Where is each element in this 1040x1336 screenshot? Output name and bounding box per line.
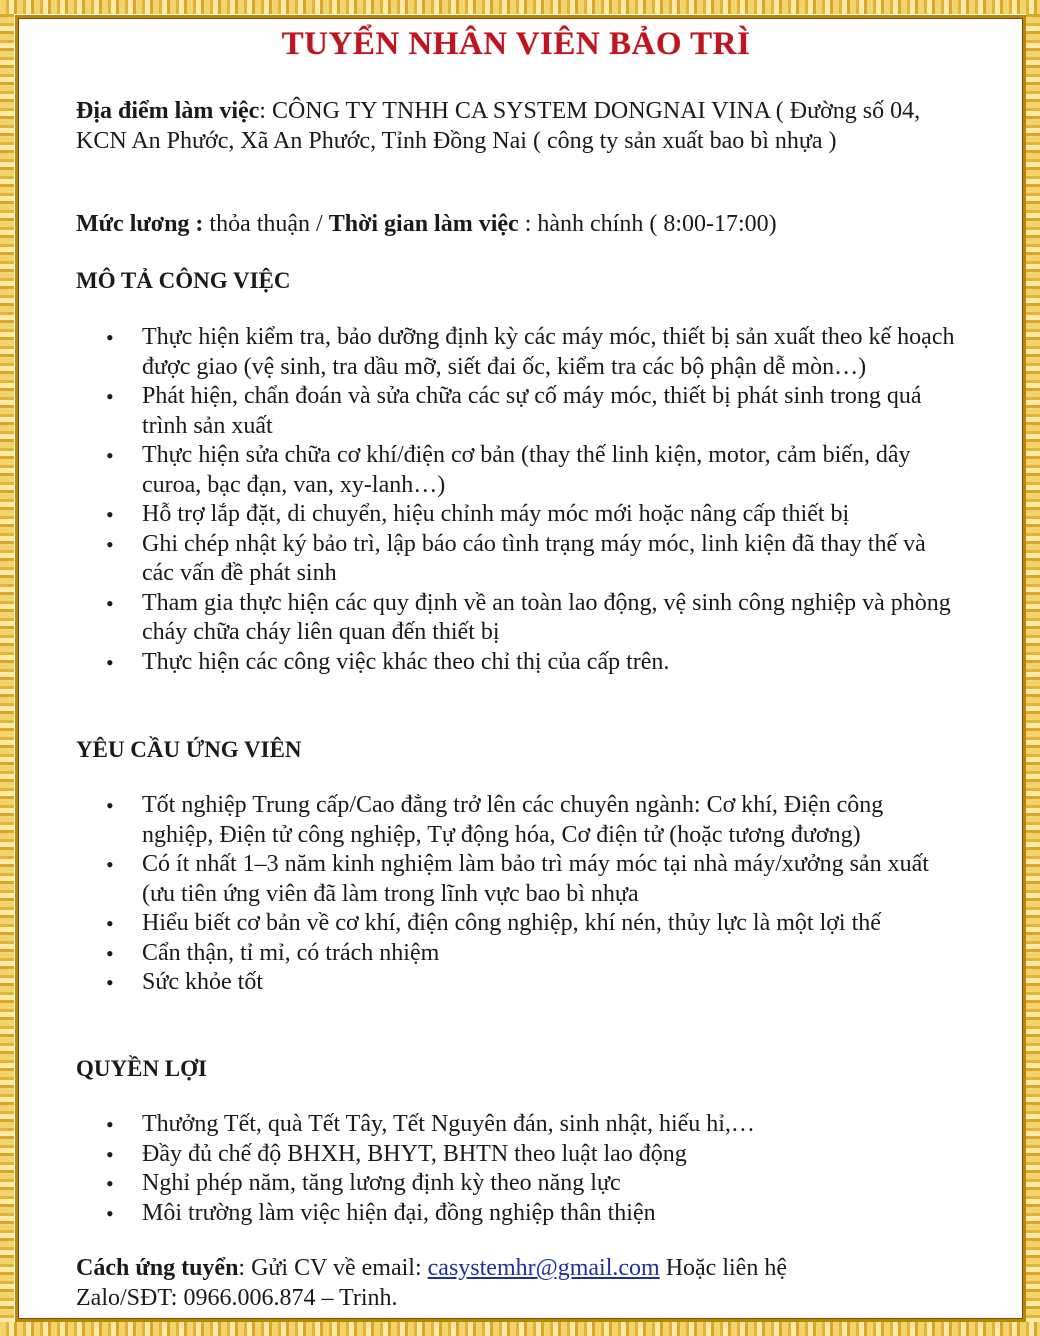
list-item: • Đầy đủ chế độ BHXH, BHYT, BHTN theo luật lao động: [76, 1140, 956, 1170]
list-item: • Phát hiện, chẩn đoán và sửa chữa các sự cố máy móc, thiết bị phát sinh trong quá trình sản xuất: [76, 382, 956, 441]
list-item: • Thực hiện kiểm tra, bảo dưỡng định kỳ các máy móc, thiết bị sản xuất theo kế hoạch được giao (vệ sinh, tra dầu mỡ, siết đai ốc, kiểm tra các bộ phận dễ mòn…): [76, 323, 956, 382]
list-item: • Có ít nhất 1–3 năm kinh nghiệm làm bảo trì máy móc tại nhà máy/xưởng sản xuất (ưu tiên ứng viên đã làm trong lĩnh vực bao bì nhựa: [76, 850, 956, 909]
list-item: • Thực hiện các công việc khác theo chỉ thị của cấp trên.: [76, 648, 956, 678]
salary-label: Mức lương :: [76, 211, 204, 237]
benefits-list: [76, 1110, 956, 1228]
list-item: • Môi trường làm việc hiện đại, đồng nghiệp thân thiện: [76, 1199, 956, 1229]
salary-paragraph: [76, 210, 936, 240]
list-item: • Cẩn thận, tỉ mỉ, có trách nhiệm: [76, 939, 956, 969]
apply-label: Cách ứng tuyển: [76, 1255, 239, 1281]
list-item: • Tốt nghiệp Trung cấp/Cao đẳng trở lên các chuyên ngành: Cơ khí, Điện công nghiệp, Điện tử công nghiệp, Tự động hóa, Cơ điện tử (hoặc tương đương): [76, 791, 956, 850]
list-item: • Ghi chép nhật ký bảo trì, lập báo cáo tình trạng máy móc, linh kiện đã thay thế và các vấn đề phát sinh: [76, 530, 956, 589]
apply-text: : Gửi CV về email:: [238, 1255, 428, 1281]
section-heading-requirements: YÊU CẦU ỨNG VIÊN: [76, 737, 302, 762]
list-item: • Hiểu biết cơ bản về cơ khí, điện công nghiệp, khí nén, thủy lực là một lợi thế: [76, 909, 956, 939]
location-label: Địa điểm làm việc: [76, 98, 260, 124]
location-value: : CÔNG TY TNHH CA SYSTEM DONGNAI VINA ( Đường số 04, KCN An Phước, Xã An Phước, Tỉnh Đồng Nai ( công ty sản xuất bao bì nhựa ): [76, 98, 921, 154]
location-paragraph: [76, 97, 936, 156]
list-item: • Thực hiện sửa chữa cơ khí/điện cơ bản (thay thế linh kiện, motor, cảm biến, dây curoa, bạc đạn, van, xy-lanh…): [76, 441, 956, 500]
requirements-list: [76, 791, 956, 998]
hours-value: : hành chính ( 8:00-17:00): [518, 211, 777, 237]
section-heading-job-description: MÔ TẢ CÔNG VIỆC: [76, 268, 291, 293]
list-item: • Sức khỏe tốt: [76, 968, 956, 998]
page-title: TUYỂN NHÂN VIÊN BẢO TRÌ: [281, 26, 751, 62]
list-item: • Tham gia thực hiện các quy định về an toàn lao động, vệ sinh công nghiệp và phòng cháy chữa cháy liên quan đến thiết bị: [76, 589, 956, 648]
hours-label: Thời gian làm việc: [328, 211, 519, 237]
email-link[interactable]: casystemhr@gmail.com: [427, 1255, 660, 1281]
section-heading-benefits: QUYỀN LỢI: [76, 1056, 207, 1081]
list-item: • Thưởng Tết, quà Tết Tây, Tết Nguyên đán, sinh nhật, hiếu hỉ,…: [76, 1110, 956, 1140]
list-item: • Hỗ trợ lắp đặt, di chuyển, hiệu chỉnh máy móc mới hoặc nâng cấp thiết bị: [76, 500, 956, 530]
list-item: • Nghỉ phép năm, tăng lương định kỳ theo năng lực: [76, 1169, 956, 1199]
job-description-list: [76, 323, 956, 677]
apply-contact: Hoặc liên hệ Zalo/SĐT: 0966.006.874 – Trinh.: [76, 1255, 787, 1311]
salary-value: thỏa thuận /: [203, 211, 329, 237]
apply-paragraph: [76, 1254, 876, 1313]
